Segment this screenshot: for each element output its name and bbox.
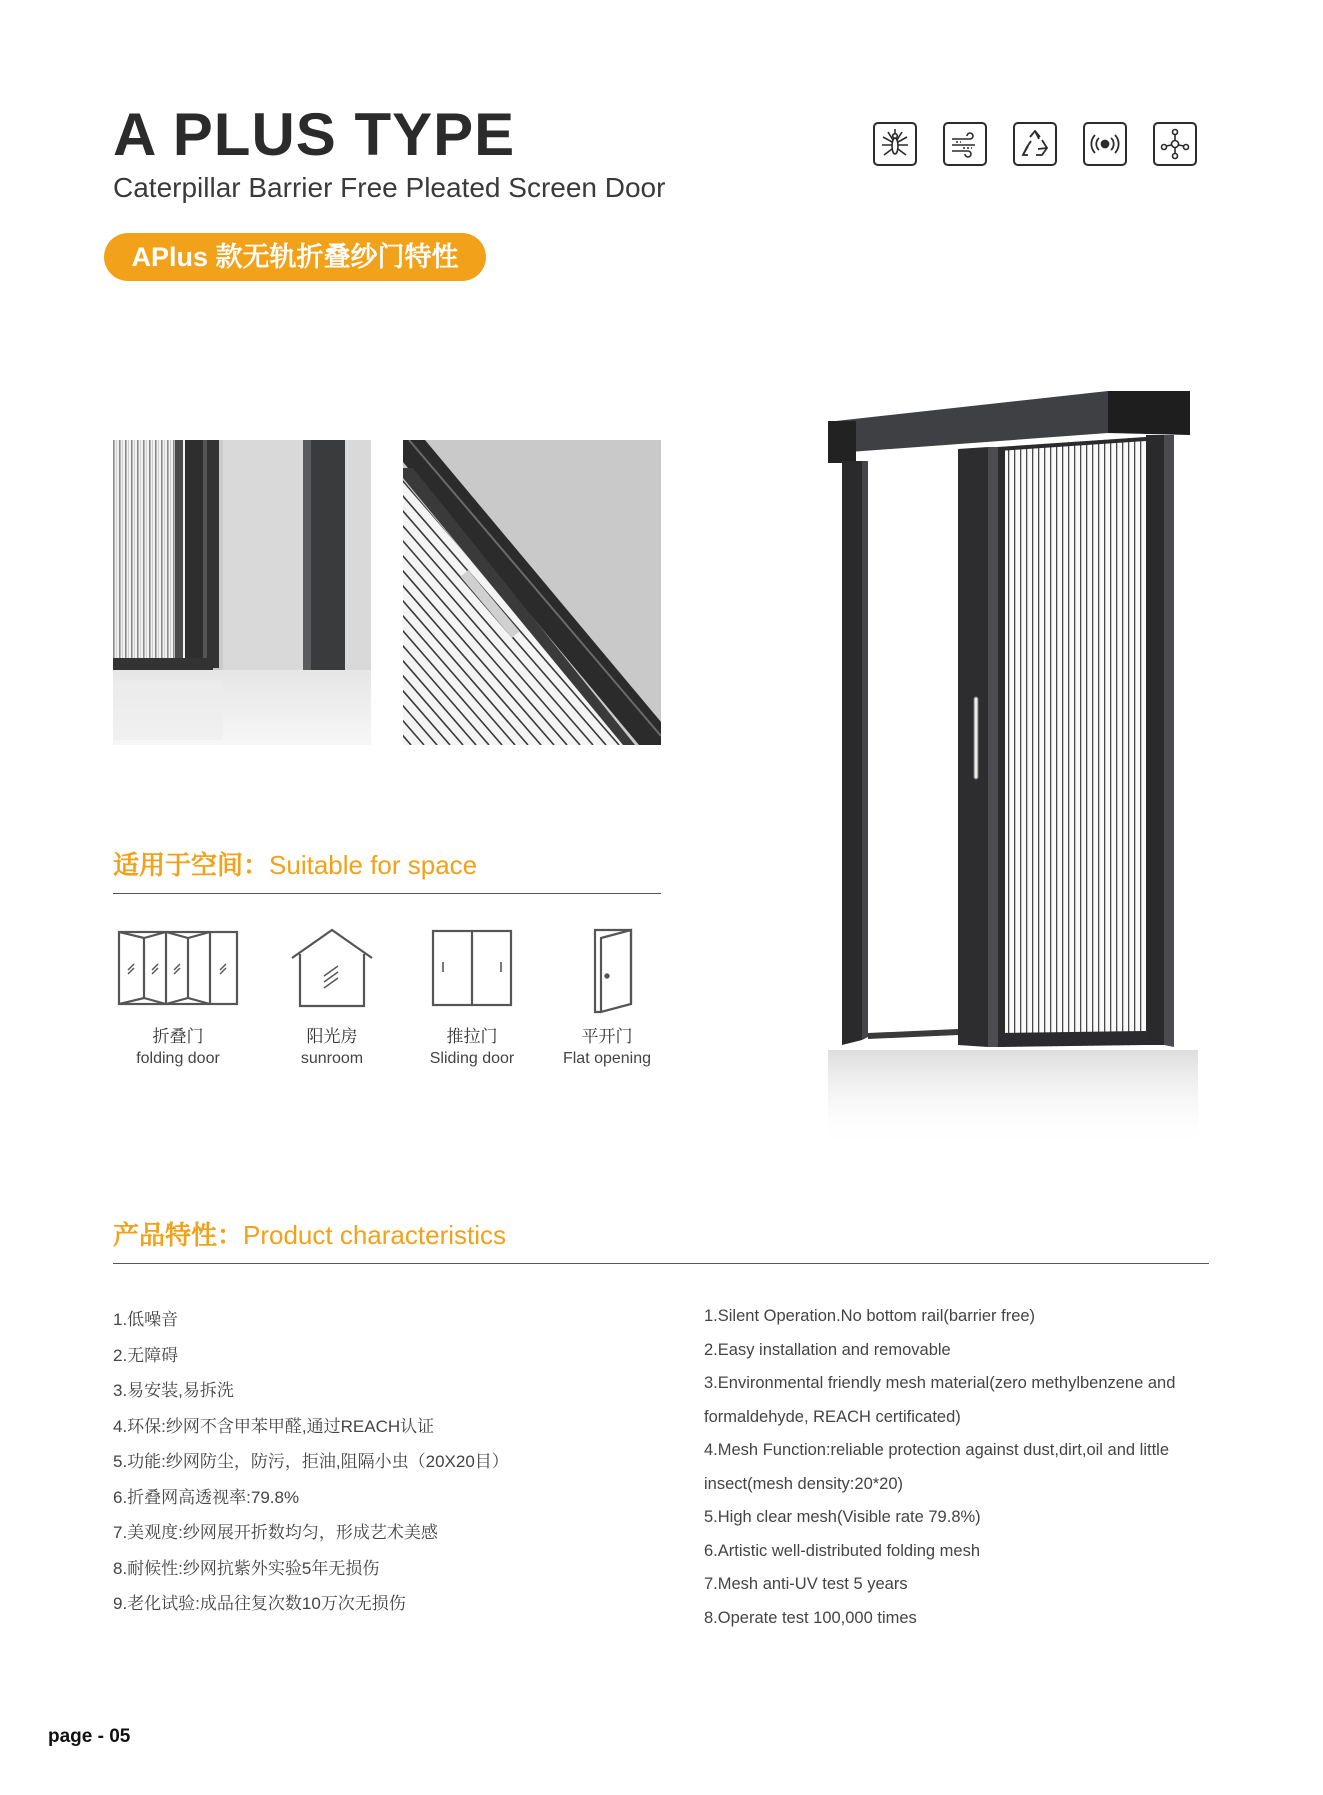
list-item: 5.High clear mesh(Visible rate 79.8%): [704, 1508, 981, 1526]
space-label-en: Sliding door: [429, 1050, 515, 1067]
folding-door-icon: [116, 928, 240, 1008]
product-characteristics-heading: [113, 1218, 506, 1252]
list-item: 9.老化试验:成品往复次数10万次无损伤: [113, 1594, 406, 1613]
product-door-illustration: [828, 385, 1198, 1155]
list-item: 7.美观度:纱网展开折数均匀，形成艺术美感: [113, 1523, 438, 1542]
flat-opening-door-icon: [545, 928, 669, 1014]
product-characteristics-heading-zh: 产品特性：: [113, 1220, 244, 1250]
sunroom-icon: [270, 928, 394, 1008]
list-item: 2.Easy installation and removable: [704, 1340, 951, 1359]
space-label-en: sunroom: [300, 1050, 364, 1067]
list-item: 5.功能:纱网防尘，防污，拒油,阻隔小虫（20X20目）: [113, 1452, 509, 1471]
list-item: 4.环保:纱网不含甲苯甲醛,通过REACH认证: [113, 1416, 435, 1436]
list-item: 3.Environmental friendly mesh material(zero methylbenzene and: [704, 1374, 1176, 1392]
silent-icon: [1083, 122, 1127, 166]
list-item: 3.易安装,易拆洗: [113, 1381, 234, 1400]
molecule-icon: [1153, 122, 1197, 166]
list-item: 1.Silent Operation.No bottom rail(barrier free): [704, 1307, 1036, 1325]
list-item: 2.无障碍: [113, 1345, 179, 1365]
suitable-space-heading-zh: 适用于空间：: [113, 850, 270, 880]
list-item: 1.低噪音: [113, 1310, 179, 1329]
list-item: 6.Artistic well-distributed folding mesh: [704, 1541, 981, 1560]
characteristics-list-en: [704, 1300, 1209, 1635]
list-item: insect(mesh density:20*20): [704, 1474, 904, 1493]
feature-pill: APlus 款无轨折叠纱门特性: [104, 233, 486, 281]
space-label-en: folding door: [136, 1050, 220, 1067]
space-label-zh: 平开门: [581, 1027, 633, 1046]
suitable-space-heading: [113, 848, 477, 882]
product-characteristics-heading-en: Product characteristics: [243, 1220, 506, 1250]
page-number: page - 05: [48, 1726, 131, 1747]
list-item: 7.Mesh anti-UV test 5 years: [704, 1575, 908, 1593]
space-label-zh: 推拉门: [446, 1027, 498, 1046]
suitable-space-heading-en: Suitable for space: [269, 850, 478, 880]
space-item-sunroom: [257, 928, 407, 1070]
section-divider: [113, 1263, 1209, 1264]
space-label-zh: 折叠门: [152, 1027, 204, 1046]
section-divider: [113, 893, 661, 894]
space-item-sliding-door: [397, 928, 547, 1070]
list-item: 8.耐候性:纱网抗紫外实验5年无损伤: [113, 1558, 380, 1578]
page-title: A PLUS TYPE: [113, 101, 516, 168]
list-item: 6.折叠网高透视率:79.8%: [113, 1487, 300, 1507]
product-photo-bottom: [113, 440, 371, 745]
characteristics-list-zh: [113, 1302, 673, 1622]
mosquito-icon: [873, 122, 917, 166]
recycle-icon: [1013, 122, 1057, 166]
space-label-zh: 阳光房: [306, 1027, 358, 1046]
list-item: 4.Mesh Function:reliable protection against dust,dirt,oil and little: [704, 1441, 1170, 1459]
list-item: 8.Operate test 100,000 times: [704, 1608, 917, 1627]
wind-icon: [943, 122, 987, 166]
page-subtitle: Caterpillar Barrier Free Pleated Screen Door: [113, 172, 666, 203]
feature-icon-row: [873, 122, 1197, 166]
sliding-door-icon: [410, 928, 534, 1008]
space-item-flat-opening: [532, 928, 682, 1070]
list-item: formaldehyde, REACH certificated): [704, 1407, 961, 1426]
product-photo-handle: [403, 440, 661, 745]
space-label-en: Flat opening: [562, 1050, 652, 1067]
space-item-folding-door: [103, 928, 253, 1070]
